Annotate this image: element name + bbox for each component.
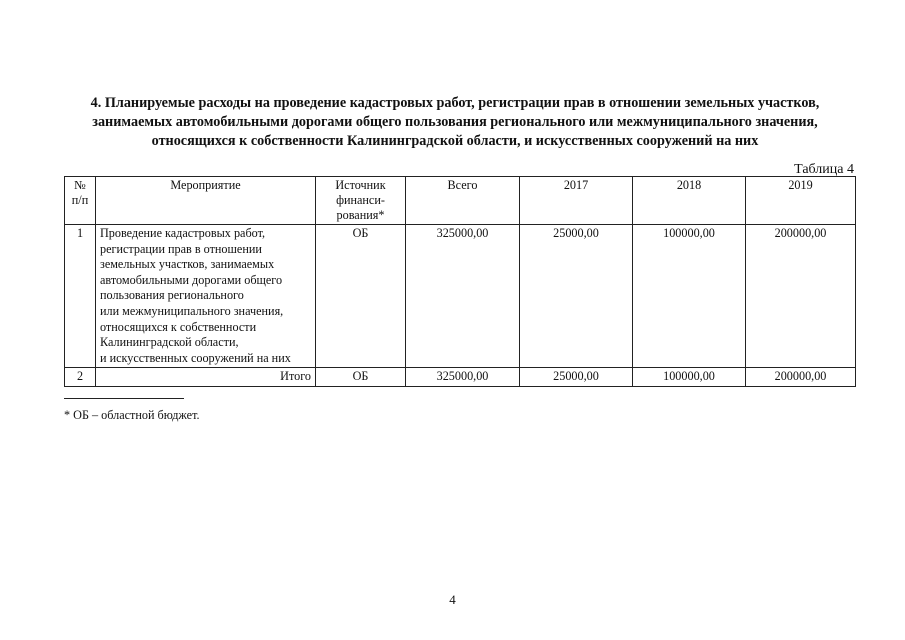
header-activity: Мероприятие: [96, 177, 316, 225]
activity-line: регистрации прав в отношении: [100, 241, 262, 256]
header-num-line: п/п: [71, 193, 89, 207]
table-row: [65, 225, 856, 368]
row-2018: 100000,00: [633, 225, 746, 368]
activity-line: и искусственных сооружений на них: [100, 350, 291, 365]
header-source-line: финанси-: [336, 193, 385, 207]
activity-line: или межмуниципального значения,: [100, 303, 284, 318]
activity-line: автомобильными дорогами общего: [100, 272, 283, 287]
table-label: Таблица 4: [794, 162, 854, 177]
page-number: 4: [449, 592, 456, 607]
heading-line: занимаемых автомобильными дорогами общего пользования регионального или межмуниципального значения,: [92, 114, 818, 130]
row-2019: 200000,00: [746, 225, 856, 368]
row-2018: 100000,00: [633, 368, 746, 387]
activity-line: пользования регионального: [100, 288, 244, 303]
table-header-row: [65, 177, 856, 225]
header-num-line: №: [74, 178, 86, 192]
table-row-total: [65, 368, 856, 387]
row-activity: Итого: [96, 368, 316, 387]
header-num: [65, 177, 96, 225]
row-activity: [96, 225, 316, 368]
activity-line: Калининградской области,: [100, 335, 239, 350]
heading-line: 4. Планируемые расходы на проведение кадастровых работ, регистрации прав в отношении земельных участков,: [90, 95, 820, 111]
row-2017: 25000,00: [520, 368, 633, 387]
footnote: * ОБ – областной бюджет.: [64, 408, 200, 422]
row-num: 2: [65, 368, 96, 387]
header-2017: 2017: [520, 177, 633, 225]
row-num: 1: [65, 225, 96, 368]
row-total: 325000,00: [406, 225, 520, 368]
header-2019: 2019: [746, 177, 856, 225]
row-2019: 200000,00: [746, 368, 856, 387]
row-2017: 25000,00: [520, 225, 633, 368]
header-total: Всего: [406, 177, 520, 225]
header-source-line: Источник: [335, 178, 386, 192]
header-source-line: рования*: [336, 208, 385, 222]
footnote-divider: [64, 398, 184, 399]
activity-line: земельных участков, занимаемых: [100, 257, 275, 272]
activity-line: относящихся к собственности: [100, 319, 257, 334]
budget-table: [64, 176, 856, 387]
header-2018: 2018: [633, 177, 746, 225]
header-source: [316, 177, 406, 225]
heading-line: относящихся к собственности Калининградской области, и искусственных сооружений на них: [151, 133, 759, 149]
activity-line: Проведение кадастровых работ,: [100, 226, 266, 240]
row-total: 325000,00: [406, 368, 520, 387]
row-source: ОБ: [316, 225, 406, 368]
row-source: ОБ: [316, 368, 406, 387]
section-heading: [50, 94, 860, 151]
